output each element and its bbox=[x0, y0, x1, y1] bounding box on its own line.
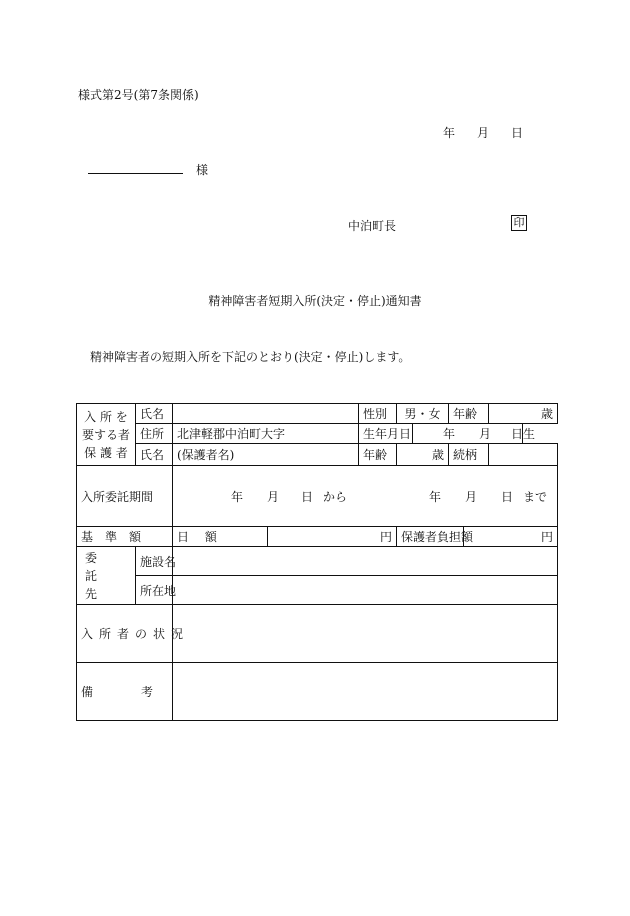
table-row bbox=[77, 527, 558, 547]
status-label: 入所者の状況 bbox=[77, 605, 173, 663]
date-day-label: 日 bbox=[511, 126, 524, 140]
consignee-label-char: 先 bbox=[85, 586, 98, 601]
guardian-name-field[interactable]: (保護者名) bbox=[173, 444, 359, 466]
gender-field[interactable]: 男・女 bbox=[397, 404, 449, 424]
gender-label: 性別 bbox=[359, 404, 397, 424]
remarks-field[interactable] bbox=[173, 663, 558, 721]
birth-month-label: 月 bbox=[478, 427, 491, 441]
group-label-line: 保 護 者 bbox=[84, 445, 128, 460]
addressee-name-line[interactable] bbox=[88, 173, 183, 174]
period-end-year: 年 bbox=[428, 489, 441, 504]
guardian-age-label: 年齢 bbox=[359, 444, 397, 466]
age-label: 年齢 bbox=[449, 404, 489, 424]
issue-date bbox=[443, 124, 523, 141]
remarks-label-2: 考 bbox=[141, 685, 154, 699]
table-row bbox=[77, 466, 558, 527]
group-label-line: 要する者 bbox=[81, 427, 130, 442]
base-amount-label: 基 準 額 bbox=[77, 527, 173, 547]
period-field[interactable] bbox=[173, 466, 558, 527]
daily-amount-label: 日 額 bbox=[173, 527, 268, 547]
document-title: 精神障害者短期入所(決定・停止)通知書 bbox=[208, 294, 422, 308]
notice-table bbox=[76, 403, 558, 721]
birth-day-label: 日生 bbox=[510, 427, 535, 441]
form-number: 様式第2号(第7条関係) bbox=[78, 88, 199, 102]
address-field[interactable]: 北津軽郡中泊町大字 bbox=[173, 424, 359, 444]
consignee-label-char: 託 bbox=[85, 568, 98, 583]
status-field[interactable] bbox=[173, 605, 558, 663]
group-label-line: 入 所 を bbox=[84, 409, 128, 424]
period-label: 入所委託期間 bbox=[77, 466, 173, 527]
period-start-day: 日 bbox=[300, 489, 313, 504]
remarks-label: 備 bbox=[81, 685, 94, 699]
table-row bbox=[77, 576, 558, 605]
period-start-month: 月 bbox=[266, 489, 279, 504]
period-from: から bbox=[322, 489, 347, 504]
table-row bbox=[77, 424, 558, 444]
birth-year-label: 年 bbox=[442, 427, 455, 441]
table-row bbox=[77, 404, 558, 424]
address-label: 住所 bbox=[136, 424, 173, 444]
seal-mark: 印 bbox=[511, 215, 527, 231]
relation-label: 続柄 bbox=[449, 444, 489, 466]
intro-text: 精神障害者の短期入所を下記のとおり(決定・停止)します。 bbox=[90, 350, 411, 364]
period-end-month: 月 bbox=[464, 489, 477, 504]
name-field[interactable] bbox=[173, 404, 359, 424]
date-month-label: 月 bbox=[477, 126, 490, 140]
table-row bbox=[77, 663, 558, 721]
period-start-year: 年 bbox=[230, 489, 243, 504]
consignee-label-char: 委 bbox=[85, 550, 98, 565]
relation-field[interactable] bbox=[489, 444, 558, 466]
guardian-age-field[interactable]: 歳 bbox=[397, 444, 449, 466]
consignee-label-cell bbox=[77, 547, 136, 605]
daily-amount-field[interactable]: 円 bbox=[268, 527, 397, 547]
guardian-burden-field[interactable]: 円 bbox=[464, 527, 558, 547]
name-label: 氏名 bbox=[136, 404, 173, 424]
addressee-suffix: 様 bbox=[196, 163, 209, 177]
table-row bbox=[77, 605, 558, 663]
issuer-title: 中泊町長 bbox=[348, 219, 397, 233]
facility-field[interactable] bbox=[173, 547, 558, 576]
facility-label: 施設名 bbox=[136, 547, 173, 576]
location-label: 所在地 bbox=[136, 576, 173, 605]
table-row bbox=[77, 444, 558, 466]
guardian-name-label: 氏名 bbox=[136, 444, 173, 466]
location-field[interactable] bbox=[173, 576, 558, 605]
birth-field[interactable] bbox=[413, 424, 535, 444]
guardian-burden-label: 保護者負担額 bbox=[397, 527, 464, 547]
period-until: まで bbox=[522, 489, 547, 504]
remarks-label-cell bbox=[77, 663, 173, 721]
table-row bbox=[77, 547, 558, 576]
period-end-day: 日 bbox=[500, 489, 513, 504]
birth-label: 生年月日 bbox=[359, 424, 413, 444]
age-field[interactable]: 歳 bbox=[489, 404, 558, 424]
group-label-cell bbox=[77, 404, 136, 466]
date-year-label: 年 bbox=[443, 126, 456, 140]
